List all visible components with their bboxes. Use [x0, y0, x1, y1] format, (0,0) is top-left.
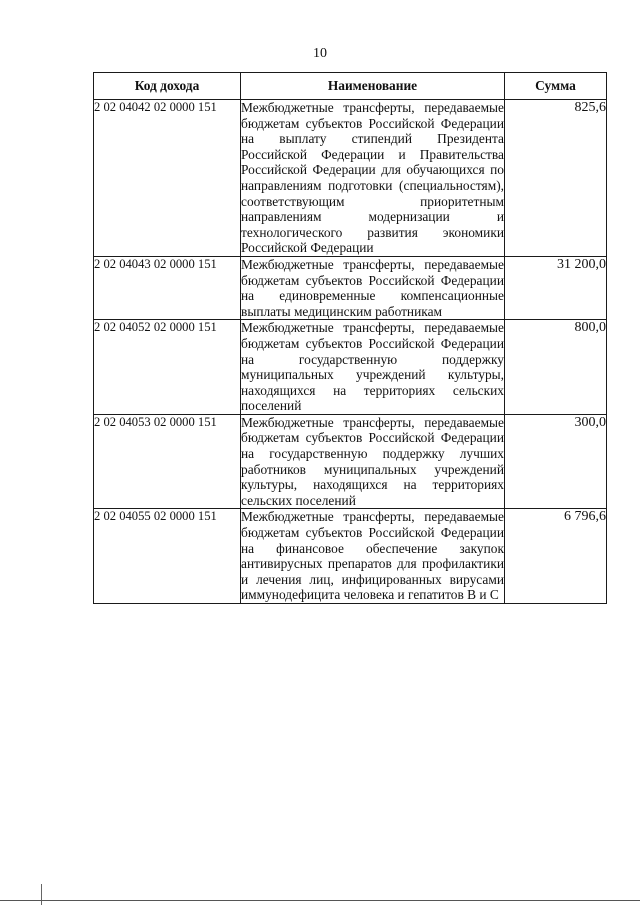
revenue-sum: 6 796,6 — [505, 509, 607, 604]
revenue-sum: 300,0 — [505, 414, 607, 509]
revenue-code: 2 02 04053 02 0000 151 — [94, 414, 241, 509]
table-row — [94, 509, 607, 604]
header-code: Код дохода — [94, 73, 241, 100]
revenue-code: 2 02 04043 02 0000 151 — [94, 256, 241, 319]
table-row — [94, 320, 607, 415]
table-row — [94, 414, 607, 509]
table-row — [94, 256, 607, 319]
revenue-name: Межбюджетные трансферты, передаваемые бюджетам субъектов Российской Федерации на финансовое обеспечение закупок антивирусных препаратов для профилактики и лечения лиц, инфицированных вирусами иммунодефицита человека и гепатитов В и С — [241, 509, 504, 603]
revenue-name: Межбюджетные трансферты, передаваемые бюджетам субъектов Российской Федерации на единовременные компенсационные выплаты медицинским работникам — [241, 256, 504, 319]
revenue-sum: 800,0 — [505, 320, 607, 415]
revenue-code: 2 02 04052 02 0000 151 — [94, 320, 241, 415]
revenue-code: 2 02 04042 02 0000 151 — [94, 100, 241, 257]
revenue-name: Межбюджетные трансферты, передаваемые бюджетам субъектов Российской Федерации на выплату стипендий Президента Российской Федерации и Правительства Российской Федерации для обучающихся по направлениям подготовки (специальностям), соответствующим приоритетным направлениям модернизации и технологического развития экономики Российской Федерации — [241, 100, 504, 256]
scan-edge-mark — [41, 884, 42, 905]
revenue-code: 2 02 04055 02 0000 151 — [94, 509, 241, 604]
revenue-sum: 31 200,0 — [505, 256, 607, 319]
table-header-row — [94, 73, 607, 100]
scan-bottom-edge — [0, 900, 640, 901]
revenue-sum: 825,6 — [505, 100, 607, 257]
revenue-name: Межбюджетные трансферты, передаваемые бюджетам субъектов Российской Федерации на государственную поддержку лучших работников муниципальных учреждений культуры, находящихся на территориях сельских поселений — [241, 414, 504, 508]
page-number: 10 — [313, 46, 327, 61]
header-sum: Сумма — [505, 73, 607, 100]
table-row — [94, 100, 607, 257]
header-name: Наименование — [241, 73, 505, 100]
revenue-table — [93, 72, 607, 604]
revenue-name: Межбюджетные трансферты, передаваемые бюджетам субъектов Российской Федерации на государственную поддержку муниципальных учреждений культуры, находящихся на территориях сельских поселений — [241, 320, 504, 414]
